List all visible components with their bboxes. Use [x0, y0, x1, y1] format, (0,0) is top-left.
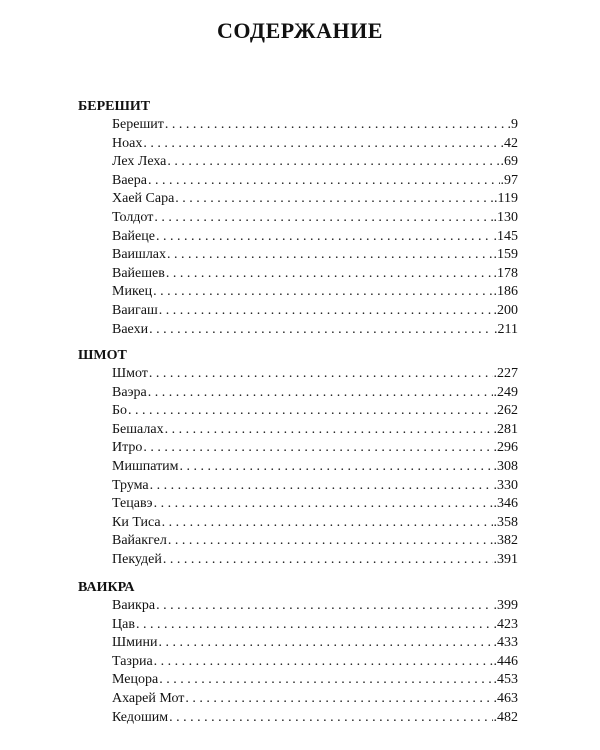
- toc-entry-label: Вайешев: [112, 265, 165, 281]
- toc-entry[interactable]: [78, 690, 518, 709]
- toc-entry-label: Толдот: [112, 209, 154, 225]
- toc-entry-page-number: .281: [493, 421, 518, 437]
- toc-entry-label: Мецора: [112, 672, 159, 688]
- toc-entry[interactable]: [78, 616, 518, 635]
- dot-leader: [165, 421, 493, 440]
- dot-leader: [166, 265, 493, 284]
- toc-entry-label: Бо: [112, 403, 128, 419]
- dot-leader: [143, 135, 499, 154]
- toc-entry[interactable]: [78, 135, 518, 154]
- toc-entry-page-number: .358: [493, 514, 518, 530]
- toc-entry-page-number: .178: [493, 265, 518, 281]
- toc-entry[interactable]: [78, 439, 518, 458]
- toc-entry-page-number: .9: [507, 117, 518, 132]
- toc-entry-page-number: .296: [493, 440, 518, 456]
- dot-leader: [169, 709, 492, 728]
- toc-entry-label: Ваехи: [112, 321, 149, 337]
- toc-entry-page-number: .130: [493, 209, 518, 225]
- toc-entry-label: Ваера: [112, 172, 147, 188]
- toc-entry[interactable]: [78, 283, 518, 302]
- toc-entry-page-number: .446: [493, 653, 518, 669]
- dot-leader: [136, 616, 493, 635]
- toc-entry-label: Цав: [112, 616, 135, 632]
- dot-leader: [154, 209, 492, 228]
- toc-entry-page-number: .211: [494, 321, 518, 337]
- toc-entry[interactable]: [78, 532, 518, 551]
- dot-leader: [143, 439, 492, 458]
- toc-entry-page-number: .330: [493, 477, 518, 493]
- toc-entry-page-number: .97: [500, 172, 518, 188]
- toc-entry-label: Вайеце: [112, 228, 155, 244]
- toc-entry[interactable]: [78, 477, 518, 496]
- toc-entry-page-number: .227: [493, 366, 518, 381]
- toc-entry-page-number: .186: [493, 284, 518, 300]
- dot-leader: [148, 172, 500, 191]
- toc-entry[interactable]: [78, 302, 518, 321]
- toc-entry[interactable]: [78, 209, 518, 228]
- toc-entry[interactable]: [78, 458, 518, 477]
- toc-entry-label: Вайакгел: [112, 533, 167, 549]
- toc-entry-label: Ваикра: [112, 598, 156, 613]
- toc-entry-label: Ваигаш: [112, 302, 158, 318]
- section-heading: БЕРЕШИТ: [78, 99, 151, 114]
- toc-entry-page-number: .145: [493, 228, 518, 244]
- toc-entry-page-number: .308: [493, 458, 518, 474]
- dot-leader: [167, 153, 499, 172]
- section-shmot: [78, 346, 518, 570]
- toc-entry-label: Берешит: [112, 117, 164, 132]
- dot-leader: [153, 283, 492, 302]
- toc-entry-page-number: .463: [493, 690, 518, 706]
- toc-entry-label: Ваишлах: [112, 247, 167, 263]
- dot-leader: [148, 384, 493, 403]
- toc-entry[interactable]: [78, 402, 518, 421]
- toc-entry[interactable]: [78, 709, 518, 728]
- toc-entry-label: Ахарей Мот: [112, 690, 185, 706]
- section-heading: ВАИКРА: [78, 580, 135, 595]
- toc-entry-label: Итро: [112, 440, 143, 456]
- toc-entry[interactable]: [78, 384, 518, 403]
- toc-entry-label: Ваэра: [112, 384, 147, 400]
- toc-entry-label: Трума: [112, 477, 149, 493]
- toc-entry[interactable]: [78, 172, 518, 191]
- toc-entry[interactable]: [78, 321, 518, 340]
- section-bereshit: [78, 97, 518, 339]
- dot-leader: [159, 302, 493, 321]
- toc-entry-label: Шмот: [112, 366, 148, 381]
- toc-entry-page-number: .249: [493, 384, 518, 400]
- toc-entry-page-number: .119: [494, 191, 518, 207]
- toc-entry[interactable]: [78, 634, 518, 653]
- dot-leader: [162, 514, 493, 533]
- dot-leader: [159, 671, 492, 690]
- toc-entry[interactable]: [78, 365, 518, 384]
- dot-leader: [165, 116, 507, 135]
- toc-entry-label: Тазриа: [112, 653, 153, 669]
- toc-entry-page-number: .482: [493, 709, 518, 725]
- toc-entry-page-number: .42: [500, 135, 518, 151]
- toc-entry-page-number: .262: [493, 403, 518, 419]
- toc-entry[interactable]: [78, 671, 518, 690]
- dot-leader: [128, 402, 492, 421]
- dot-leader: [156, 228, 493, 247]
- toc-entry-label: Мишпатим: [112, 458, 179, 474]
- toc-entry-page-number: .423: [493, 616, 518, 632]
- toc-entry-page-number: .453: [493, 672, 518, 688]
- dot-leader: [175, 190, 493, 209]
- toc-entry[interactable]: [78, 228, 518, 247]
- dot-leader: [154, 653, 493, 672]
- toc-entry-label: Шмини: [112, 635, 158, 651]
- toc-entry[interactable]: [78, 153, 518, 172]
- toc-entry-page-number: .382: [493, 533, 518, 549]
- toc-entry-page-number: .391: [493, 551, 518, 567]
- dot-leader: [167, 246, 492, 265]
- page-title: СОДЕРЖАНИЕ: [217, 18, 383, 43]
- toc-entry[interactable]: [78, 116, 518, 135]
- toc-entry-page-number: .346: [493, 496, 518, 512]
- dot-leader: [156, 597, 492, 616]
- toc-entry[interactable]: [78, 495, 518, 514]
- toc-entry[interactable]: [78, 597, 518, 616]
- toc-entry-label: Ки Тиса: [112, 514, 161, 530]
- toc-entry-page-number: .200: [493, 302, 518, 318]
- toc-entry-label: Ноах: [112, 135, 143, 151]
- toc-entry-label: Бешалах: [112, 421, 164, 437]
- toc-entry[interactable]: [78, 551, 518, 570]
- toc-entry-label: Хаей Сара: [112, 191, 175, 207]
- toc-entry[interactable]: [78, 653, 518, 672]
- toc-entry-label: Пекудей: [112, 551, 162, 567]
- dot-leader: [149, 321, 493, 340]
- toc-entry[interactable]: [78, 514, 518, 533]
- dot-leader: [149, 365, 493, 384]
- toc-entry[interactable]: [78, 246, 518, 265]
- dot-leader: [154, 495, 493, 514]
- toc-entry-page-number: .433: [493, 635, 518, 651]
- toc-entry[interactable]: [78, 265, 518, 284]
- toc-entry-page-number: .69: [500, 154, 518, 170]
- toc-entry-label: Лех Леха: [112, 154, 167, 170]
- toc-entry-label: Тецавэ: [112, 496, 153, 512]
- dot-leader: [180, 458, 493, 477]
- dot-leader: [163, 551, 493, 570]
- toc-entry-label: Кедошим: [112, 709, 169, 725]
- section-vaikra: [78, 578, 518, 727]
- toc-entry[interactable]: [78, 190, 518, 209]
- toc-entry-page-number: .159: [493, 247, 518, 263]
- dot-leader: [150, 477, 493, 496]
- dot-leader: [158, 634, 492, 653]
- toc-entry-page-number: .399: [493, 598, 518, 613]
- dot-leader: [168, 532, 493, 551]
- toc-entry[interactable]: [78, 421, 518, 440]
- dot-leader: [185, 690, 492, 709]
- toc-entry-label: Микец: [112, 284, 153, 300]
- section-heading: ШМОТ: [78, 348, 127, 363]
